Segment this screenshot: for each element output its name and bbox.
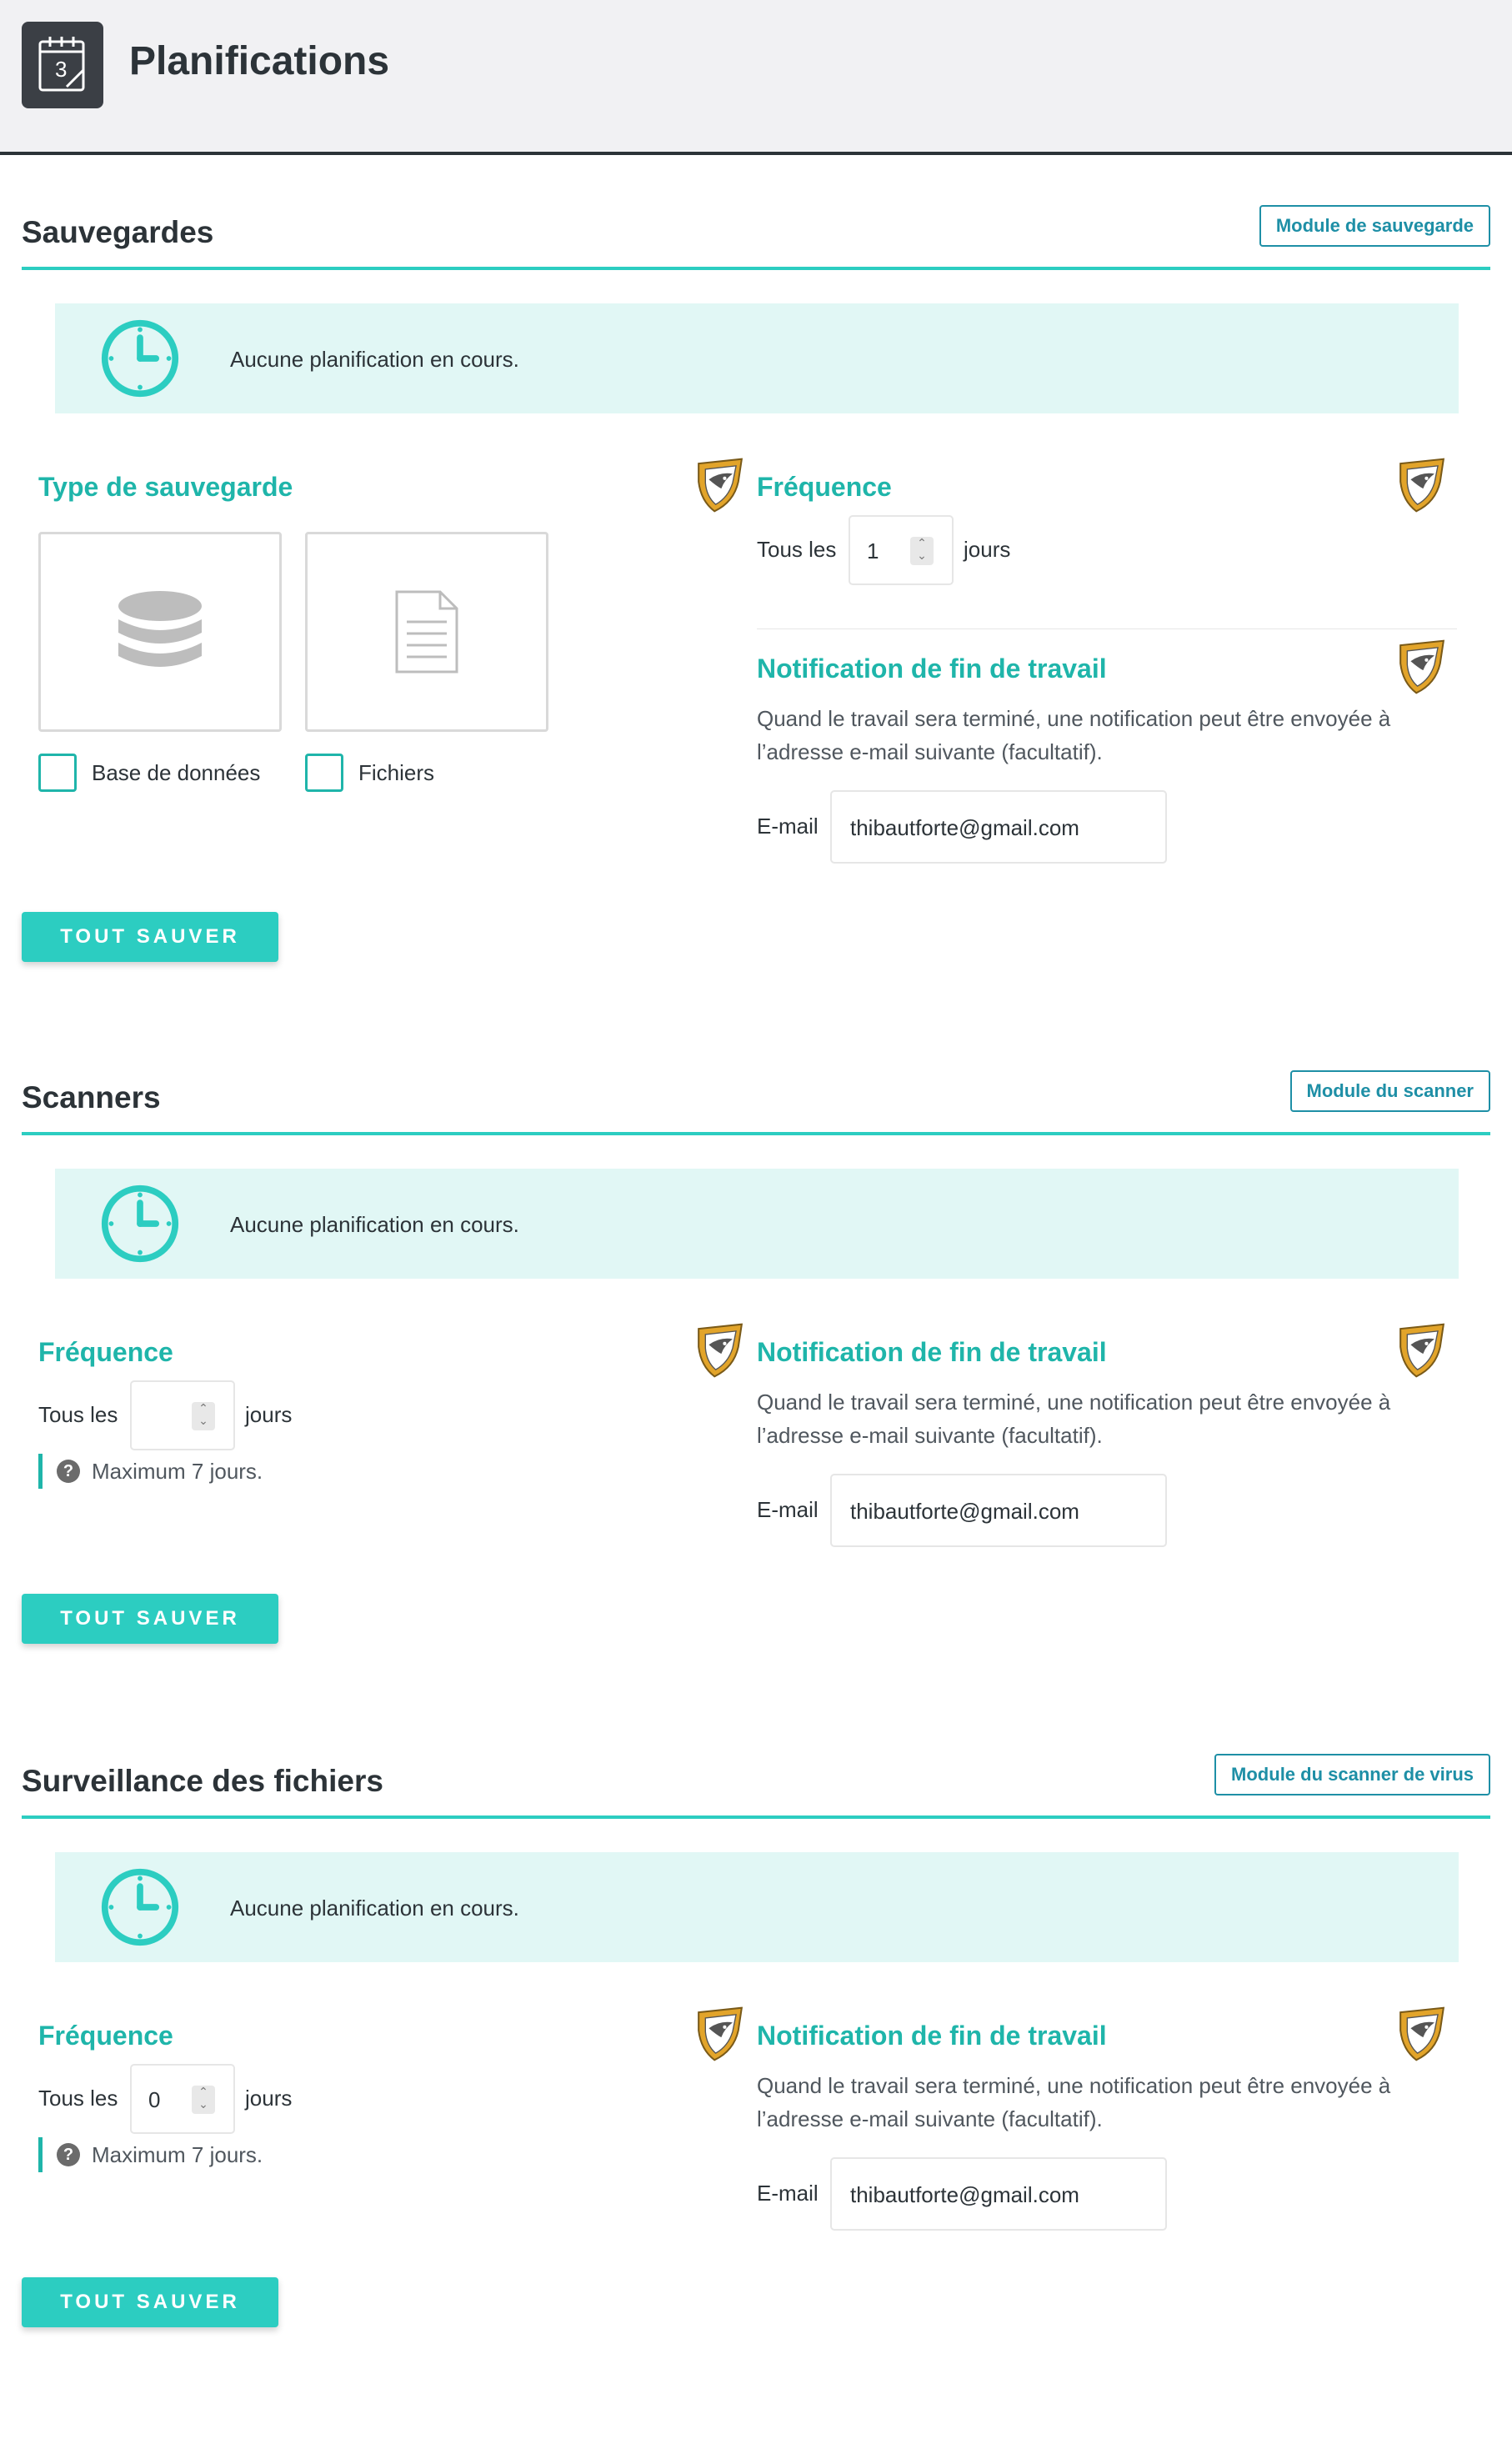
email-value: thibautforte@gmail.com	[850, 815, 1079, 840]
database-tile[interactable]	[38, 532, 282, 732]
virus-scanner-module-button[interactable]: Module du scanner de virus	[1214, 1754, 1490, 1795]
frequency-value: 1	[867, 538, 879, 563]
file-icon	[393, 588, 460, 675]
shield-badge-icon	[1394, 457, 1450, 513]
files-tile[interactable]	[305, 532, 548, 732]
schedule-notice	[55, 1169, 1459, 1279]
hint-text: Maximum 7 jours.	[92, 1459, 263, 1484]
section-title: Sauvegardes	[22, 215, 214, 249]
every-label: Tous les	[38, 1402, 118, 1427]
schedule-notice	[55, 1852, 1459, 1962]
notice-text: Aucune planification en cours.	[230, 1212, 519, 1237]
shield-badge-icon	[692, 1322, 748, 1379]
help-icon: ?	[57, 1460, 80, 1483]
backup-type-heading: Type de sauvegarde	[38, 472, 293, 502]
scanner-module-button[interactable]: Module du scanner	[1290, 1070, 1490, 1112]
files-label: Fichiers	[358, 760, 435, 785]
frequency-input[interactable]	[130, 1380, 235, 1450]
email-label: E-mail	[757, 2181, 819, 2206]
email-field[interactable]	[830, 790, 1167, 864]
every-label: Tous les	[757, 537, 837, 562]
help-icon: ?	[57, 2143, 80, 2166]
email-value: thibautforte@gmail.com	[850, 1499, 1079, 1524]
notification-heading: Notification de fin de travail	[757, 2021, 1107, 2051]
save-all-button[interactable]: TOUT SAUVER	[22, 2277, 278, 2327]
email-field[interactable]	[830, 2157, 1167, 2231]
days-label: jours	[964, 537, 1011, 562]
clock-icon	[100, 318, 180, 398]
email-value: thibautforte@gmail.com	[850, 2182, 1079, 2207]
notice-text: Aucune planification en cours.	[230, 1896, 519, 1921]
save-all-button[interactable]: TOUT SAUVER	[22, 912, 278, 962]
shield-badge-icon	[692, 457, 748, 513]
section-divider	[22, 1815, 1490, 1819]
hint-text: Maximum 7 jours.	[92, 2142, 263, 2167]
calendar-icon	[22, 22, 103, 108]
stepper-icon[interactable]: ⌃ ⌄	[192, 1402, 215, 1430]
stepper-icon[interactable]: ⌃ ⌄	[192, 2086, 215, 2114]
notification-description: Quand le travail sera terminé, une notification peut être envoyée à l’adresse e-mail suivante (facultatif).	[757, 2073, 1391, 2131]
backup-module-button[interactable]: Module de sauvegarde	[1259, 205, 1490, 247]
clock-icon	[100, 1184, 180, 1264]
frequency-heading: Fréquence	[38, 2021, 173, 2051]
frequency-value: 0	[148, 2087, 161, 2112]
section-title: Scanners	[22, 1080, 161, 1114]
shield-badge-icon	[1394, 639, 1450, 695]
database-icon	[114, 586, 206, 678]
page-title: Planifications	[129, 39, 390, 83]
section-divider	[22, 1132, 1490, 1135]
every-label: Tous les	[38, 2086, 118, 2111]
hint-bar	[38, 1454, 43, 1489]
notification-description: Quand le travail sera terminé, une notification peut être envoyée à l’adresse e-mail suivante (facultatif).	[757, 1390, 1391, 1448]
frequency-input[interactable]	[130, 2064, 235, 2134]
email-label: E-mail	[757, 1497, 819, 1522]
clock-icon	[100, 1867, 180, 1947]
page-header	[0, 0, 1512, 155]
database-checkbox[interactable]	[38, 754, 77, 792]
shield-badge-icon	[692, 2006, 748, 2062]
notification-description: Quand le travail sera terminé, une notification peut être envoyée à l’adresse e-mail suivante (facultatif).	[757, 706, 1391, 764]
database-label: Base de données	[92, 760, 261, 785]
stepper-icon[interactable]: ⌃ ⌄	[910, 537, 934, 565]
files-checkbox[interactable]	[305, 754, 343, 792]
email-label: E-mail	[757, 814, 819, 839]
section-divider	[22, 267, 1490, 270]
section-title: Surveillance des fichiers	[22, 1764, 383, 1798]
email-field[interactable]	[830, 1474, 1167, 1547]
notification-heading: Notification de fin de travail	[757, 1337, 1107, 1367]
schedule-notice	[55, 303, 1459, 413]
days-label: jours	[245, 2086, 293, 2111]
frequency-input[interactable]	[849, 515, 954, 585]
hint-bar	[38, 2137, 43, 2172]
shield-badge-icon	[1394, 2006, 1450, 2062]
days-label: jours	[245, 1402, 293, 1427]
shield-badge-icon	[1394, 1322, 1450, 1379]
save-all-button[interactable]: TOUT SAUVER	[22, 1594, 278, 1644]
notification-heading: Notification de fin de travail	[757, 654, 1107, 684]
svg-text:3: 3	[55, 57, 68, 82]
frequency-heading: Fréquence	[757, 472, 892, 502]
frequency-heading: Fréquence	[38, 1337, 173, 1367]
notice-text: Aucune planification en cours.	[230, 347, 519, 372]
